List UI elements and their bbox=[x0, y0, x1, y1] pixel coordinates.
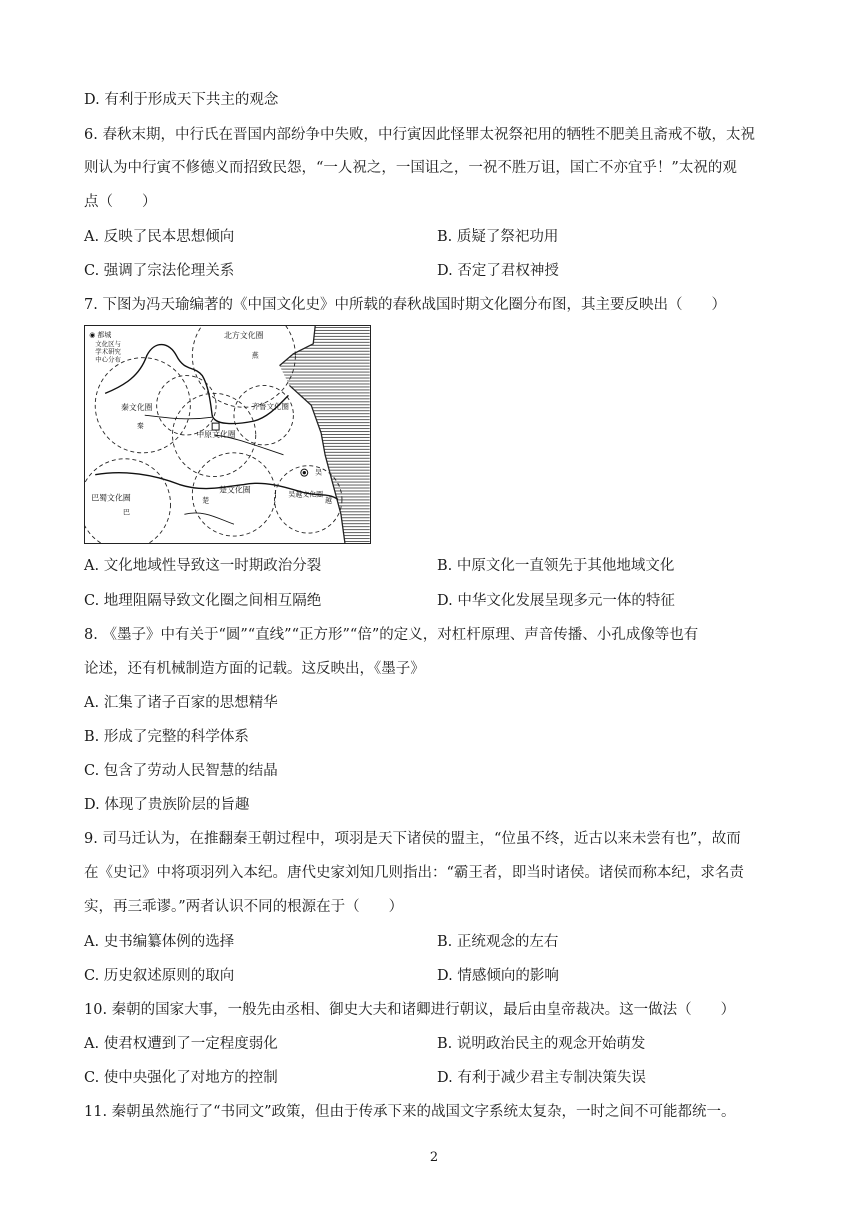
map-drawing bbox=[85, 326, 370, 543]
label-zhongyuan: 中原文化圈 bbox=[196, 429, 236, 439]
label-qilu: 齐鲁文化圈 bbox=[251, 402, 289, 412]
page-number: 2 bbox=[429, 1150, 439, 1165]
label-chu-circle: 楚文化圈 bbox=[219, 485, 251, 495]
cultural-circle-map bbox=[84, 325, 371, 544]
legend-line-2: 文化区与 bbox=[95, 339, 121, 348]
q10-stem: 10. 秦朝的国家大事，一般先由丞相、御史大夫和诸卿进行朝议，最后由皇帝裁决。这一做法（ ） bbox=[84, 1002, 736, 1018]
label-qin-circle: 秦文化圈 bbox=[120, 403, 153, 413]
q7-option-a: A. 文化地域性导致这一时期政治分裂 bbox=[84, 558, 322, 574]
q11-stem: 11. 秦朝虽然施行了“书同文”政策，但由于传承下来的战国文字系统太复杂，一时之间不可能都统一。 bbox=[84, 1104, 736, 1120]
q7-option-c: C. 地理阻隔导致文化圈之间相互隔绝 bbox=[84, 593, 322, 609]
label-wuyue: 吴越文化圈 bbox=[288, 490, 324, 499]
q6-stem-line-2: 则认为中行寅不修德义而招致民怨，“一人祝之，一国诅之，一祝不胜万诅，国亡不亦宜乎！”太祝的观 bbox=[84, 160, 737, 176]
q10-option-a: A. 使君权遭到了一定程度弱化 bbox=[84, 1036, 278, 1052]
q9-option-d: D. 情感倾向的影响 bbox=[437, 968, 559, 984]
label-chu: 楚 bbox=[202, 496, 210, 505]
q6-stem-line-3: 点（ ） bbox=[84, 194, 157, 210]
legend-line-3: 学术研究 bbox=[95, 347, 121, 356]
q6-stem-line-1: 6. 春秋末期，中行氏在晋国内部纷争中失败，中行寅因此怪罪太祝祭祀用的牺牲不肥美且斋戒不敬，太祝 bbox=[84, 127, 755, 143]
q9-option-b: B. 正统观念的左右 bbox=[437, 934, 559, 950]
q7-stem: 7. 下图为冯天瑜编著的《中国文化史》中所载的春秋战国时期文化圈分布图，其主要反映出（ ） bbox=[84, 297, 726, 313]
q8-stem-line-2: 论述，还有机械制造方面的记载。这反映出，《墨子》 bbox=[84, 661, 425, 677]
q9-stem-line-2: 在《史记》中将项羽列入本纪。唐代史家刘知几则指出：“霸王者，即当时诸侯。诸侯而称本纪，求名责 bbox=[84, 865, 744, 881]
legend-capital: ◉ 都城 bbox=[89, 330, 112, 339]
label-qin: 秦 bbox=[136, 422, 144, 431]
q10-option-b: B. 说明政治民主的观念开始萌发 bbox=[437, 1036, 646, 1052]
label-wu: 吴 bbox=[315, 468, 323, 477]
q6-option-a: A. 反映了民本思想倾向 bbox=[84, 229, 235, 245]
label-ba: 巴 bbox=[122, 508, 130, 517]
q9-stem-line-1: 9. 司马迁认为，在推翻秦王朝过程中，项羽是天下诸侯的盟主，“位虽不终，近古以来未尝有也”，故而 bbox=[84, 831, 741, 847]
q8-option-a: A. 汇集了诸子百家的思想精华 bbox=[84, 695, 278, 711]
q7-option-d: D. 中华文化发展呈现多元一体的特征 bbox=[437, 593, 675, 609]
label-bashu: 巴蜀文化圈 bbox=[91, 493, 131, 503]
q6-option-c: C. 强调了宗法伦理关系 bbox=[84, 263, 235, 279]
q8-option-c: C. 包含了劳动人民智慧的结晶 bbox=[84, 763, 278, 779]
q10-option-c: C. 使中央强化了对地方的控制 bbox=[84, 1070, 278, 1086]
q9-stem-line-3: 实，再三乖谬。”两者认识不同的根源在于（ ） bbox=[84, 899, 404, 915]
q8-option-d: D. 体现了贵族阶层的旨趣 bbox=[84, 797, 250, 813]
q9-option-a: A. 史书编纂体例的选择 bbox=[84, 934, 235, 950]
label-yan: 燕 bbox=[251, 351, 259, 360]
label-north: 北方文化圈 bbox=[224, 330, 264, 340]
q8-option-b: B. 形成了完整的科学体系 bbox=[84, 729, 249, 745]
sea-hatch bbox=[280, 326, 370, 543]
q10-option-d: D. 有利于减少君主专制决策失误 bbox=[437, 1070, 646, 1086]
q5-option-d: D. 有利于形成天下共主的观念 bbox=[84, 92, 279, 108]
q6-option-b: B. 质疑了祭祀功用 bbox=[437, 229, 559, 245]
q9-option-c: C. 历史叙述原则的取向 bbox=[84, 968, 235, 984]
q6-option-d: D. 否定了君权神授 bbox=[437, 263, 559, 279]
q7-option-b: B. 中原文化一直领先于其他地域文化 bbox=[437, 558, 675, 574]
q8-stem-line-1: 8. 《墨子》中有关于“圆”“直线”“正方形”“倍”的定义，对杠杆原理、声音传播、小孔成像等也有 bbox=[84, 627, 699, 643]
label-yue: 越 bbox=[325, 496, 333, 505]
legend-line-4: 中心分布 bbox=[95, 355, 121, 364]
